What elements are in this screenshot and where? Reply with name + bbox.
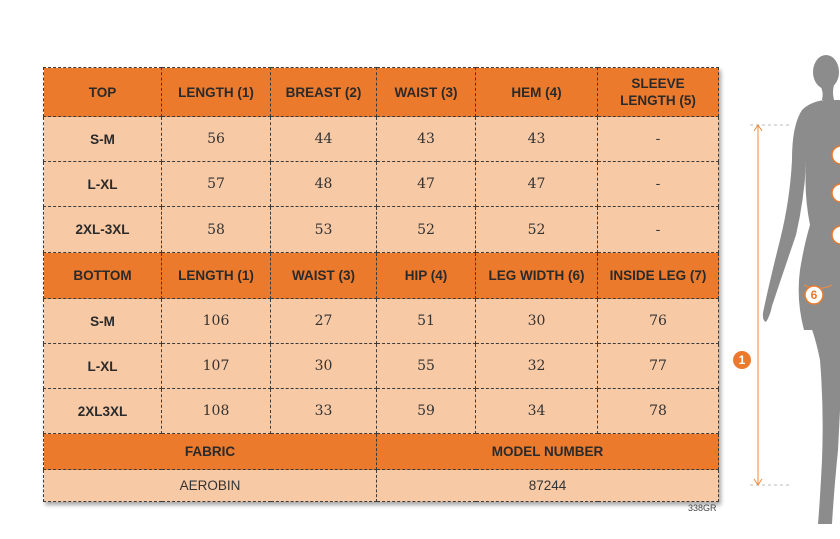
size-label: L-XL <box>44 162 162 207</box>
bottom-header-cell: BOTTOM <box>44 253 162 299</box>
top-header-cell: HEM (4) <box>476 68 598 117</box>
marker-6 <box>805 286 823 304</box>
table-cell: 33 <box>271 389 377 434</box>
body-silhouette-illustration <box>740 30 840 534</box>
table-cell: 59 <box>377 389 476 434</box>
model-number-label: MODEL NUMBER <box>377 434 719 470</box>
table-cell: 48 <box>271 162 377 207</box>
table-cell: 76 <box>598 299 719 344</box>
table-cell: 52 <box>476 207 598 253</box>
marker-1 <box>733 351 751 369</box>
top-header-cell: BREAST (2) <box>271 68 377 117</box>
body-figure <box>740 30 840 534</box>
table-cell: 52 <box>377 207 476 253</box>
bottom-header-row <box>44 253 719 299</box>
product-code: 338GR <box>688 503 717 513</box>
info-header-row <box>44 434 719 470</box>
table-cell: - <box>598 162 719 207</box>
table-cell: 55 <box>377 344 476 389</box>
top-header-cell: LENGTH (1) <box>162 68 271 117</box>
size-label: 2XL-3XL <box>44 207 162 253</box>
model-number-value: 87244 <box>377 470 719 502</box>
table-cell: 56 <box>162 117 271 162</box>
table-cell: 32 <box>476 344 598 389</box>
marker-6-number: 6 <box>810 288 818 302</box>
table-cell: 47 <box>377 162 476 207</box>
table-row <box>44 344 719 389</box>
table-cell: 51 <box>377 299 476 344</box>
table-cell: 108 <box>162 389 271 434</box>
top-header-row <box>44 68 719 117</box>
table-cell: 43 <box>476 117 598 162</box>
table-cell: - <box>598 117 719 162</box>
top-header-cell: TOP <box>44 68 162 117</box>
bottom-header-cell: LEG WIDTH (6) <box>476 253 598 299</box>
table-cell: 53 <box>271 207 377 253</box>
table-row <box>44 162 719 207</box>
bottom-header-cell: HIP (4) <box>377 253 476 299</box>
marker-1-number: 1 <box>738 353 746 367</box>
table-cell: 78 <box>598 389 719 434</box>
table-cell: 107 <box>162 344 271 389</box>
table-cell: 30 <box>476 299 598 344</box>
top-header-cell: SLEEVE LENGTH (5) <box>598 68 719 117</box>
table-cell: 34 <box>476 389 598 434</box>
table-cell: - <box>598 207 719 253</box>
fabric-label: FABRIC <box>44 434 377 470</box>
table-row <box>44 299 719 344</box>
table-cell: 57 <box>162 162 271 207</box>
info-value-row <box>44 470 719 502</box>
table-cell: 43 <box>377 117 476 162</box>
size-label: L-XL <box>44 344 162 389</box>
table-cell: 106 <box>162 299 271 344</box>
table-cell: 44 <box>271 117 377 162</box>
bottom-header-cell: WAIST (3) <box>271 253 377 299</box>
size-chart-table <box>43 67 719 502</box>
table-cell: 30 <box>271 344 377 389</box>
size-label: 2XL3XL <box>44 389 162 434</box>
fabric-value: AEROBIN <box>44 470 377 502</box>
top-header-cell: WAIST (3) <box>377 68 476 117</box>
bottom-header-cell: INSIDE LEG (7) <box>598 253 719 299</box>
table-cell: 27 <box>271 299 377 344</box>
table-row <box>44 207 719 253</box>
table-row <box>44 117 719 162</box>
size-label: S-M <box>44 299 162 344</box>
table-cell: 58 <box>162 207 271 253</box>
size-label: S-M <box>44 117 162 162</box>
bottom-header-cell: LENGTH (1) <box>162 253 271 299</box>
table-cell: 77 <box>598 344 719 389</box>
table-cell: 47 <box>476 162 598 207</box>
table-row <box>44 389 719 434</box>
